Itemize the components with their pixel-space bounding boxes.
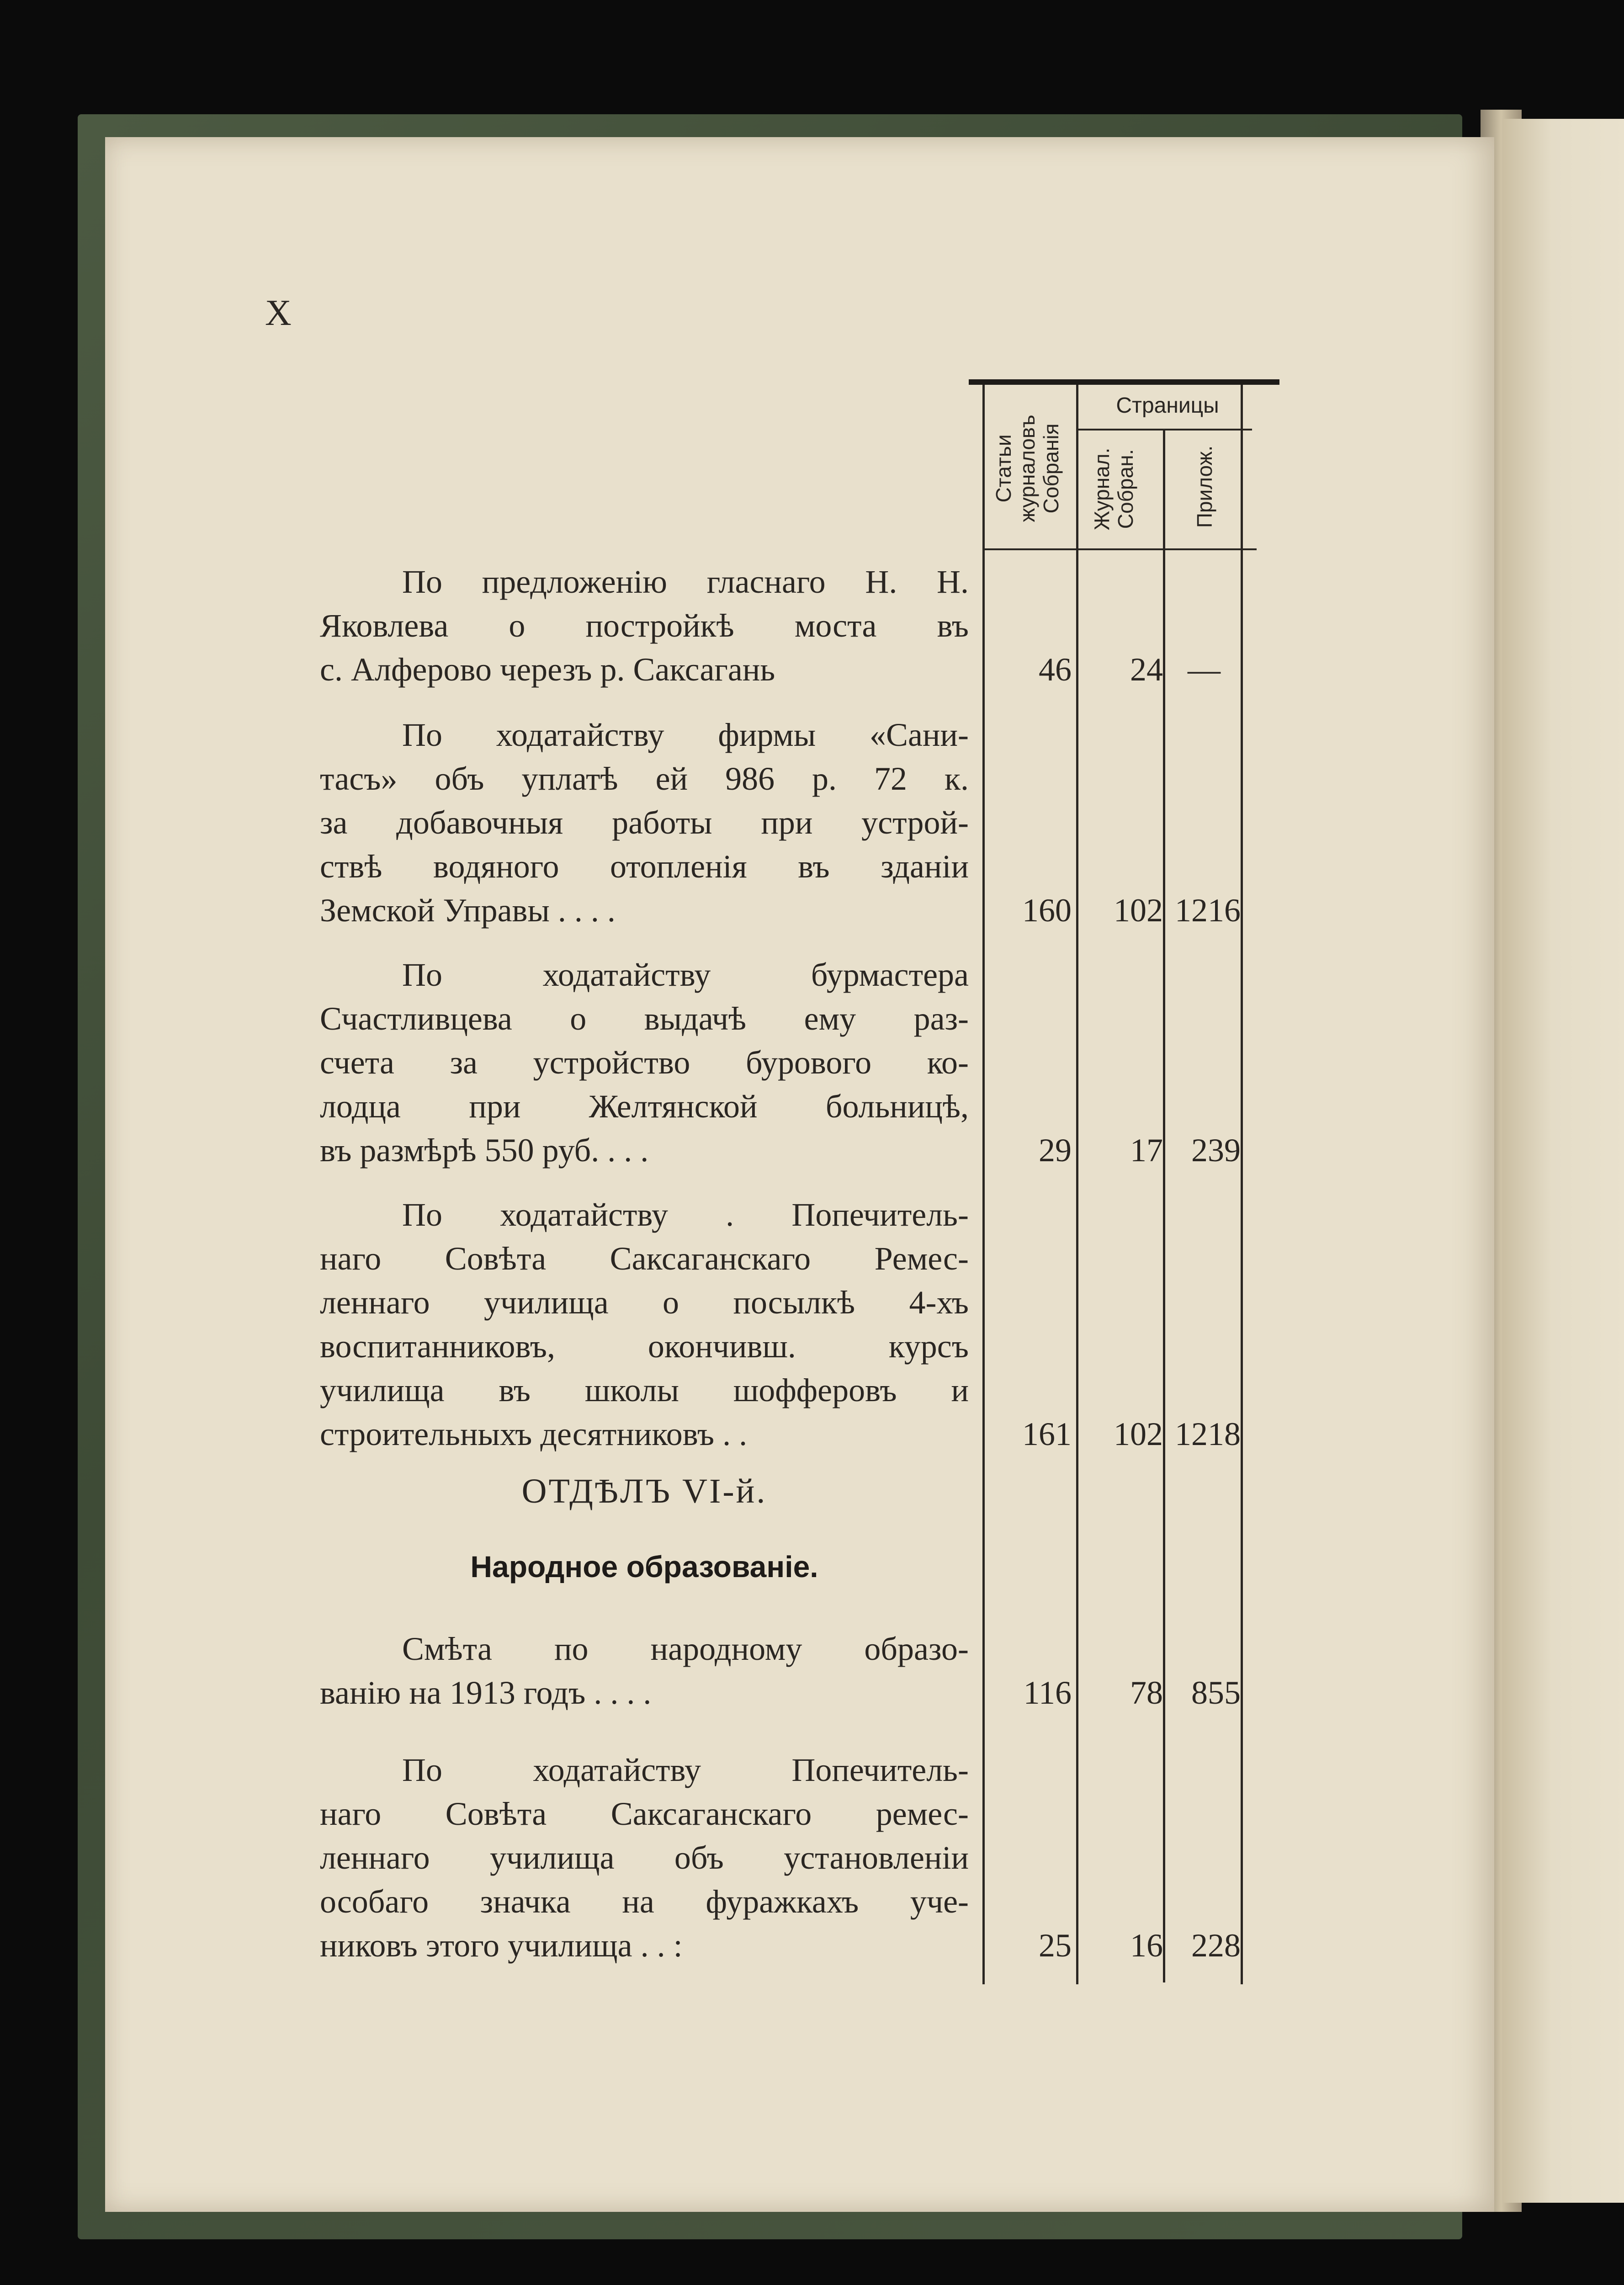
entry-3-articles: 29 bbox=[1039, 1132, 1072, 1169]
table-rule-articles bbox=[1076, 385, 1078, 1984]
entry-5-journal: 78 bbox=[1130, 1674, 1163, 1711]
entry-4-journal: 102 bbox=[1114, 1416, 1163, 1452]
entry-4-appendix: 1218 bbox=[1175, 1416, 1241, 1452]
facing-page-edge bbox=[1503, 119, 1624, 2203]
entry-6-articles: 25 bbox=[1039, 1927, 1072, 1964]
entry-6-journal: 16 bbox=[1130, 1927, 1163, 1964]
header-col-appendix: Прилож. bbox=[1193, 445, 1216, 528]
entry-5-text: Смѣта по народному образо- ванію на 1913 годъ . . . . bbox=[320, 1631, 969, 1711]
entry-2-journal: 102 bbox=[1114, 892, 1163, 929]
table-rule-right bbox=[1241, 385, 1243, 1984]
entry-3-appendix: 239 bbox=[1191, 1132, 1241, 1169]
entry-2-appendix: 1216 bbox=[1175, 892, 1241, 929]
header-group-rule bbox=[1078, 429, 1252, 430]
section-title: ОТДѢЛЪ VI-й. bbox=[521, 1472, 767, 1510]
table-rule-journal bbox=[1163, 429, 1165, 1982]
entry-2-articles: 160 bbox=[1022, 892, 1072, 929]
entry-5-appendix: 855 bbox=[1191, 1674, 1241, 1711]
header-col-articles: Статьи журналовъ Собранія bbox=[992, 414, 1063, 522]
section-subtitle: Народное образованіе. bbox=[470, 1550, 818, 1584]
entry-3-text: По ходатайству бурмастера Счастливцева о выдачѣ ему раз- счета за устройство бурового ко- лодца при Желтянской больницѣ, въ размѣрѣ 550 руб. . . . bbox=[320, 957, 969, 1169]
table-header-bottom-rule bbox=[982, 548, 1257, 550]
table-header-top-rule bbox=[969, 379, 1279, 385]
entry-1-journal: 24 bbox=[1130, 651, 1163, 688]
table-rule-left bbox=[982, 385, 985, 1984]
header-col-journal: Журнал. Собран. bbox=[1090, 447, 1137, 531]
page-number: X bbox=[265, 293, 292, 333]
entry-6-appendix: 228 bbox=[1191, 1927, 1241, 1964]
entry-6-text: По ходатайству Попечитель- наго Совѣта Саксаганскаго ремес- леннаго училища объ установленіи особаго значка на фуражкахъ уче- никовъ этого училища . . : bbox=[320, 1752, 969, 1964]
entry-1-articles: 46 bbox=[1039, 651, 1072, 688]
entry-1-appendix: — bbox=[1188, 651, 1221, 688]
entry-1-text: По предложенію гласнаго Н. Н. Яковлева о постройкѣ моста въ с. Алферово черезъ р. Саксагань bbox=[320, 563, 969, 688]
entry-5-articles: 116 bbox=[1023, 1674, 1072, 1711]
header-pages-group: Страницы bbox=[1116, 393, 1219, 418]
entry-2-text: По ходатайству фирмы «Сани- тасъ» объ уплатѣ ей 986 р. 72 к. за добавочныя работы при устрой- ствѣ водяного отопленія въ зданіи Земской Управы . . . . bbox=[320, 717, 969, 929]
entry-3-journal: 17 bbox=[1130, 1132, 1163, 1169]
entry-4-articles: 161 bbox=[1022, 1416, 1072, 1452]
entry-4-text: По ходатайству . Попечитель- наго Совѣта Саксаганскаго Ремес- леннаго училища о посылкѣ 4-хъ воспитанниковъ, окончивш. курсъ училища въ школы шофферовъ и строительныхъ десятниковъ . . bbox=[320, 1196, 969, 1452]
